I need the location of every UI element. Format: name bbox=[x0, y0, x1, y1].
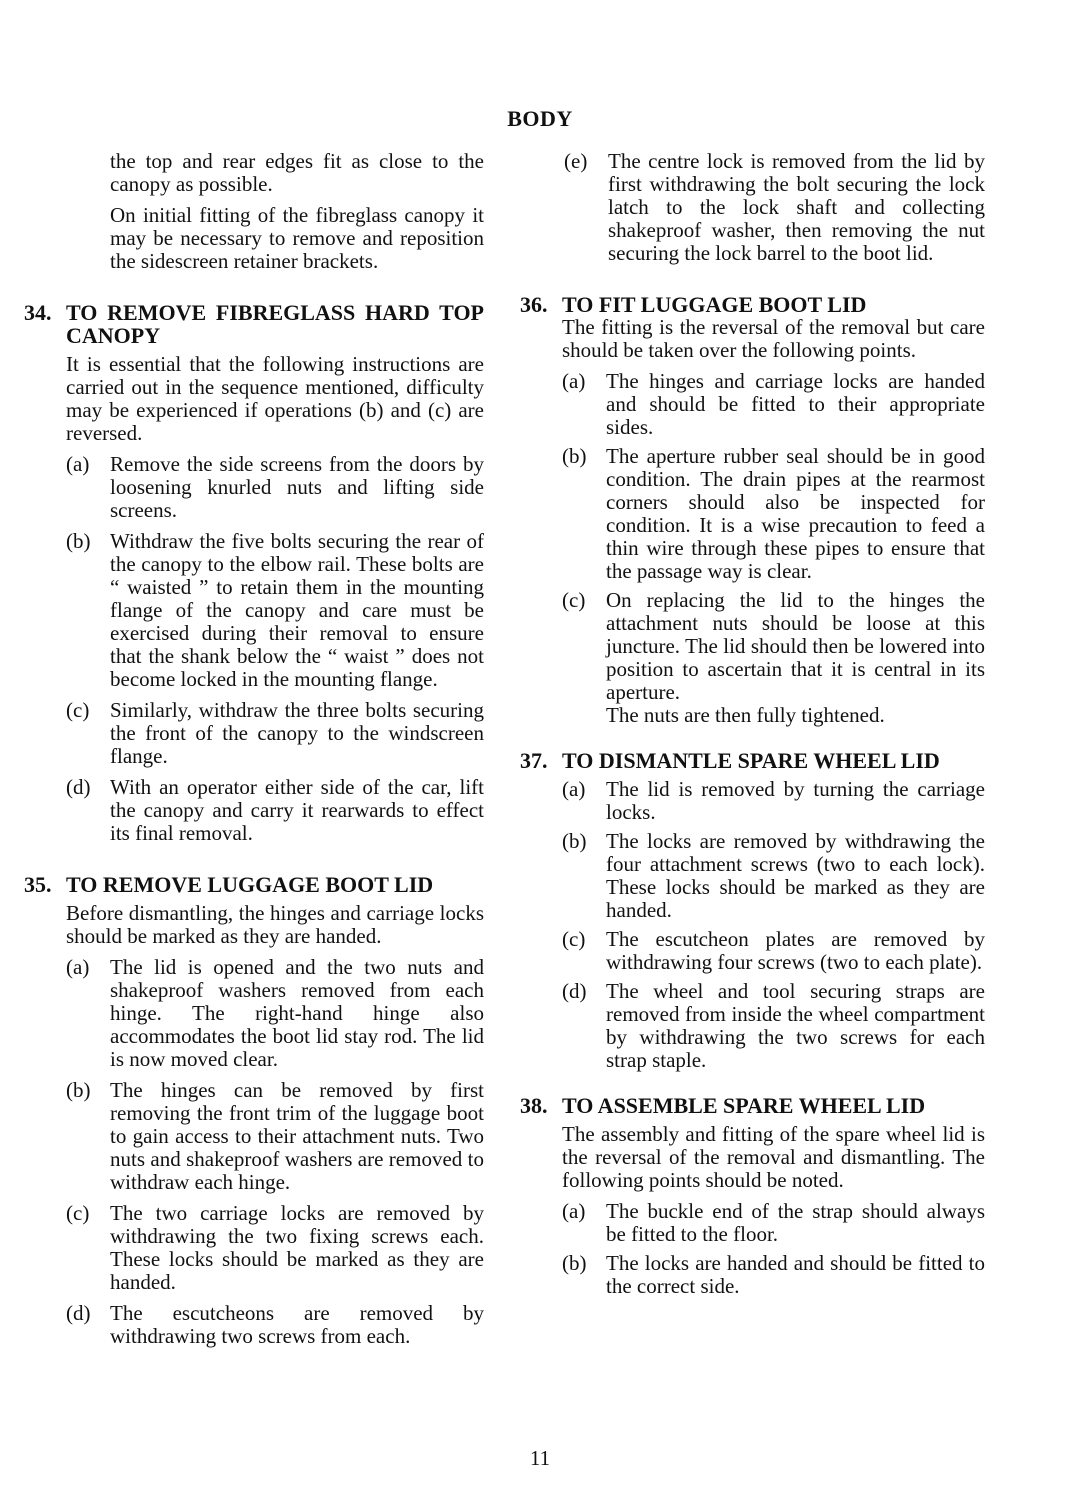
item-label: (c) bbox=[562, 588, 586, 612]
section-heading bbox=[520, 293, 985, 316]
item-text-continued: The nuts are then fully tightened. bbox=[606, 703, 885, 727]
item-label: (b) bbox=[562, 1251, 587, 1275]
section-title: TO DISMANTLE SPARE WHEEL LID bbox=[562, 748, 940, 773]
item-label: (b) bbox=[562, 829, 587, 853]
list-item bbox=[24, 1302, 484, 1348]
item-text: The wheel and tool securing straps are removed from inside the wheel compartment by withdrawing the two screws for each strap staple. bbox=[606, 979, 985, 1072]
page-header: BODY bbox=[507, 106, 573, 131]
item-label: (a) bbox=[66, 955, 90, 979]
section-body bbox=[24, 902, 484, 1348]
item-label: (e) bbox=[564, 149, 588, 173]
section-36 bbox=[520, 293, 985, 727]
section-heading bbox=[24, 873, 484, 896]
list-item bbox=[24, 1202, 484, 1294]
section-number: 38. bbox=[520, 1093, 548, 1118]
item-label: (b) bbox=[66, 529, 91, 553]
list-item bbox=[562, 928, 985, 974]
item-text: On replacing the lid to the hinges the attachment nuts should be loose at this juncture. The lid should then be lowered into position to ascertain that it is central in its aperture. bbox=[606, 588, 985, 704]
continued-paragraph: the top and rear edges fit as close to the canopy as possible. bbox=[110, 149, 484, 196]
section-heading bbox=[520, 1094, 985, 1117]
page-number: 11 bbox=[529, 1446, 551, 1470]
item-label: (a) bbox=[562, 369, 586, 393]
section-intro: Before dismantling, the hinges and carriage locks should be marked as they are handed. bbox=[66, 901, 484, 948]
item-label: (a) bbox=[562, 777, 586, 801]
list-item bbox=[562, 778, 985, 824]
item-text: The lid is removed by turning the carriage locks. bbox=[606, 777, 985, 824]
item-text: The escutcheons are removed by withdrawing two screws from each. bbox=[110, 1301, 484, 1348]
item-label: (a) bbox=[562, 1199, 586, 1223]
section-title: TO ASSEMBLE SPARE WHEEL LID bbox=[562, 1093, 926, 1118]
section-body bbox=[520, 778, 985, 1072]
section-35 bbox=[24, 873, 484, 1348]
item-text: The centre lock is removed from the lid by first withdrawing the bolt securing the lock latch to the lock shaft and collecting shakeproof washer, then removing the nut securing the lock barrel to the boot lid. bbox=[608, 149, 985, 265]
section-intro: The assembly and fitting of the spare wheel lid is the reversal of the removal and dismantling. The following points should be noted. bbox=[562, 1122, 985, 1192]
item-text: Withdraw the five bolts securing the rear of the canopy to the elbow rail. These bolts are “ waisted ” to retain them in the mounting flange of the canopy and care must be exercised during their removal to ensure that the shank below the “ waist ” does not become locked in the mounting flange. bbox=[110, 529, 484, 691]
list-item bbox=[562, 830, 985, 922]
item-text: The lid is opened and the two nuts and shakeproof washers removed from each hinge. The right-hand hinge also accommodates the boot lid stay rod. The lid is now moved clear. bbox=[110, 955, 484, 1071]
continued-list bbox=[520, 150, 985, 265]
list-item bbox=[562, 589, 985, 727]
list-item bbox=[66, 453, 484, 522]
list-item bbox=[66, 530, 484, 691]
section-title: TO FIT LUGGAGE BOOT LID bbox=[562, 292, 867, 317]
list-item bbox=[24, 1079, 484, 1194]
item-label: (d) bbox=[562, 979, 587, 1003]
list-item bbox=[562, 980, 985, 1072]
list-item bbox=[562, 370, 985, 439]
section-intro: It is essential that the following instructions are carried out in the sequence mentioned, difficulty may be experienced if operations (b) and (c) are reversed. bbox=[66, 352, 484, 445]
list-item bbox=[564, 150, 985, 265]
section-38 bbox=[520, 1094, 985, 1298]
section-body bbox=[520, 316, 985, 727]
item-text: The hinges can be removed by first removing the front trim of the luggage boot to gain access to their attachment nuts. Two nuts and shakeproof washers are removed to withdraw each hinge. bbox=[110, 1078, 484, 1194]
list-item bbox=[562, 1200, 985, 1246]
item-label: (d) bbox=[66, 775, 91, 799]
section-title: TO REMOVE FIBREGLASS HARD TOP CANOPY bbox=[66, 300, 484, 348]
item-label: (c) bbox=[562, 927, 586, 951]
list-item bbox=[66, 776, 484, 845]
item-text: The escutcheon plates are removed by withdrawing four screws (two to each plate). bbox=[606, 927, 985, 974]
section-number: 35. bbox=[24, 872, 52, 897]
section-title: TO REMOVE LUGGAGE BOOT LID bbox=[66, 872, 434, 897]
item-text: With an operator either side of the car, lift the canopy and carry it rearwards to effect its final removal. bbox=[110, 775, 484, 845]
section-34 bbox=[24, 301, 484, 845]
section-number: 37. bbox=[520, 748, 548, 773]
item-text: The locks are removed by withdrawing the four attachment screws (two to each lock). These locks should be marked as they are handed. bbox=[606, 829, 985, 922]
section-body bbox=[24, 353, 484, 845]
item-text: Remove the side screens from the doors by loosening knurled nuts and lifting side screens. bbox=[110, 452, 484, 522]
item-label: (c) bbox=[66, 698, 90, 722]
section-intro: The fitting is the reversal of the removal but care should be taken over the following points. bbox=[562, 315, 985, 362]
item-text: The locks are handed and should be fitted to the correct side. bbox=[606, 1251, 985, 1298]
item-label: (c) bbox=[66, 1201, 90, 1225]
item-text: The hinges and carriage locks are handed and should be fitted to their appropriate sides. bbox=[606, 369, 985, 439]
item-label: (b) bbox=[66, 1078, 91, 1102]
list-item bbox=[562, 445, 985, 583]
item-text: The buckle end of the strap should always be fitted to the floor. bbox=[606, 1199, 985, 1246]
section-37 bbox=[520, 749, 985, 1072]
section-heading bbox=[520, 749, 985, 772]
section-body bbox=[520, 1123, 985, 1298]
item-text: The aperture rubber seal should be in good condition. The drain pipes at the rearmost corners should also be inspected for condition. It is a wise precaution to feed a thin wire through these pipes to ensure that the passage way is clear. bbox=[606, 444, 985, 583]
continued-paragraph: On initial fitting of the fibreglass canopy it may be necessary to remove and reposition the sidescreen retainer brackets. bbox=[110, 203, 484, 273]
list-item bbox=[562, 1252, 985, 1298]
item-text-block bbox=[606, 589, 985, 727]
item-label: (b) bbox=[562, 444, 587, 468]
item-text: The two carriage locks are removed by withdrawing the two fixing screws each. These locks should be marked as they are handed. bbox=[110, 1201, 484, 1294]
section-number: 36. bbox=[520, 292, 548, 317]
left-column bbox=[24, 150, 484, 1356]
item-text: Similarly, withdraw the three bolts securing the front of the canopy to the windscreen flange. bbox=[110, 698, 484, 768]
section-heading bbox=[24, 301, 484, 347]
right-column bbox=[520, 150, 985, 1304]
list-item bbox=[66, 699, 484, 768]
section-number: 34. bbox=[24, 300, 52, 325]
item-label: (d) bbox=[66, 1301, 91, 1325]
item-label: (a) bbox=[66, 452, 90, 476]
list-item bbox=[24, 956, 484, 1071]
